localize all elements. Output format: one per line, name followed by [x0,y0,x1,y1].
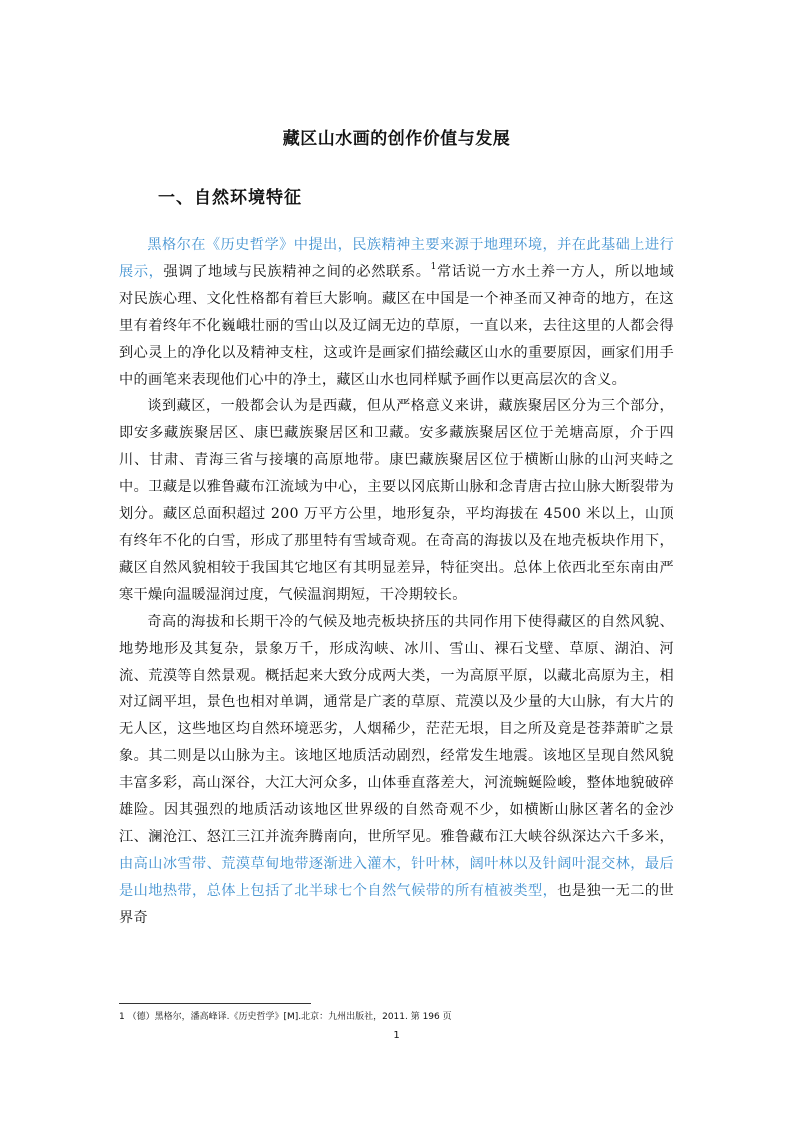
document-title: 藏区山水画的创作价值与发展 [282,129,511,149]
footnote-divider [119,1003,311,1004]
paragraph-text: 也是独一无二的世界奇 [119,882,674,926]
section-heading: 一、自然环境特征 [158,188,302,208]
document-body [119,232,674,932]
paragraph-2 [119,393,674,608]
footnote: 1 （德）黑格尔，潘高峰译.《历史哲学》[M].北京：九州出版社，2011. 第 196 页 [119,1012,452,1022]
paragraph-text: 常话说一方水土养一方人，所以地域对民族心理、文化性格都有着巨大影响。藏区在中国是一个神圣而又神奇的地方，在这里有着终年不化巍峨壮丽的雪山以及辽阔无边的草原，一直以来，去往这里的人都会得到心灵上的净化以及精神支柱，这或许是画家们描绘藏区山水的重要原因，画家们用手中的画笔来表现他们心中的净土，藏区山水也同样赋予画作以更高层次的含义。 [119,263,674,388]
page-number: 1 [393,1030,400,1041]
paragraph-text: 奇高的海拔和长期干冷的气候及地壳板块挤压的共同作用下使得藏区的自然风貌、地势地形及其复杂，景象万千，形成沟峡、冰川、雪山、裸石戈壁、草原、湖泊、河流、荒漠等自然景观。概括起来大致分成两大类，一为高原平原，以藏北高原为主，相对辽阔平坦，景色也相对单调，通常是广袤的草原、荒漠以及少量的大山脉，有大片的无人区，这些地区均自然环境恶劣，人烟稀少，茫茫无垠，目之所及竟是苍莽萧旷之景象。其二则是以山脉为主。该地区地质活动剧烈，经常发生地震。该地区呈现自然风貌丰富多彩，高山深谷，大江大河众多，山体垂直落差大，河流蜿蜒险峻，整体地貌破碎雄险。因其强烈的地质活动该地区世界级的自然奇观不少，如横断山脉区著名的金沙江、澜沧江、怒江三江并流奔腾南向，世所罕见。雅鲁藏布江大峡谷纵深达六千多米， [119,613,674,845]
paragraph-text: 谈到藏区，一般都会认为是西藏，但从严格意义来讲，藏族聚居区分为三个部分，即安多藏族聚居区、康巴藏族聚居区和卫藏。安多藏族聚居区位于羌塘高原，介于四川、甘肃、青海三省与接壤的高原地带。康巴藏族聚居区位于横断山脉的山河夹峙之中。卫藏是以雅鲁藏布江流域为中心，主要以冈底斯山脉和念青唐古拉山脉大断裂带为划分。藏区总面积超过 200 万平方公里，地形复杂，平均海拔在 4500 米以上，山顶有终年不化的白雪，形成了那里特有雪域奇观。在奇高的海拔以及在地壳板块作用下，藏区自然风貌相较于我国其它地区有其明显差异，特征突出。总体上依西北至东南由严寒干燥向温暖湿润过度，气候温润期短，干冷期较长。 [119,398,674,603]
paragraph-3 [119,609,674,932]
highlighted-text: 由高山冰雪带、荒漠草甸地带逐渐进入灌木，针叶林，阔叶林以及针阔叶混交林，最后是山地热带，总体上包括了北半球七个自然气候带的所有植被类型， [119,855,674,899]
highlighted-text: 黑格尔在《历史哲学》中提出，民族精神主要来源于地理环境，并在此基础上进行展示， [119,237,674,280]
paragraph-1 [119,232,674,393]
paragraph-text: 强调了地域与民族精神之间的必然联系。 [163,263,431,280]
footnote-reference[interactable]: 1 [430,262,437,273]
